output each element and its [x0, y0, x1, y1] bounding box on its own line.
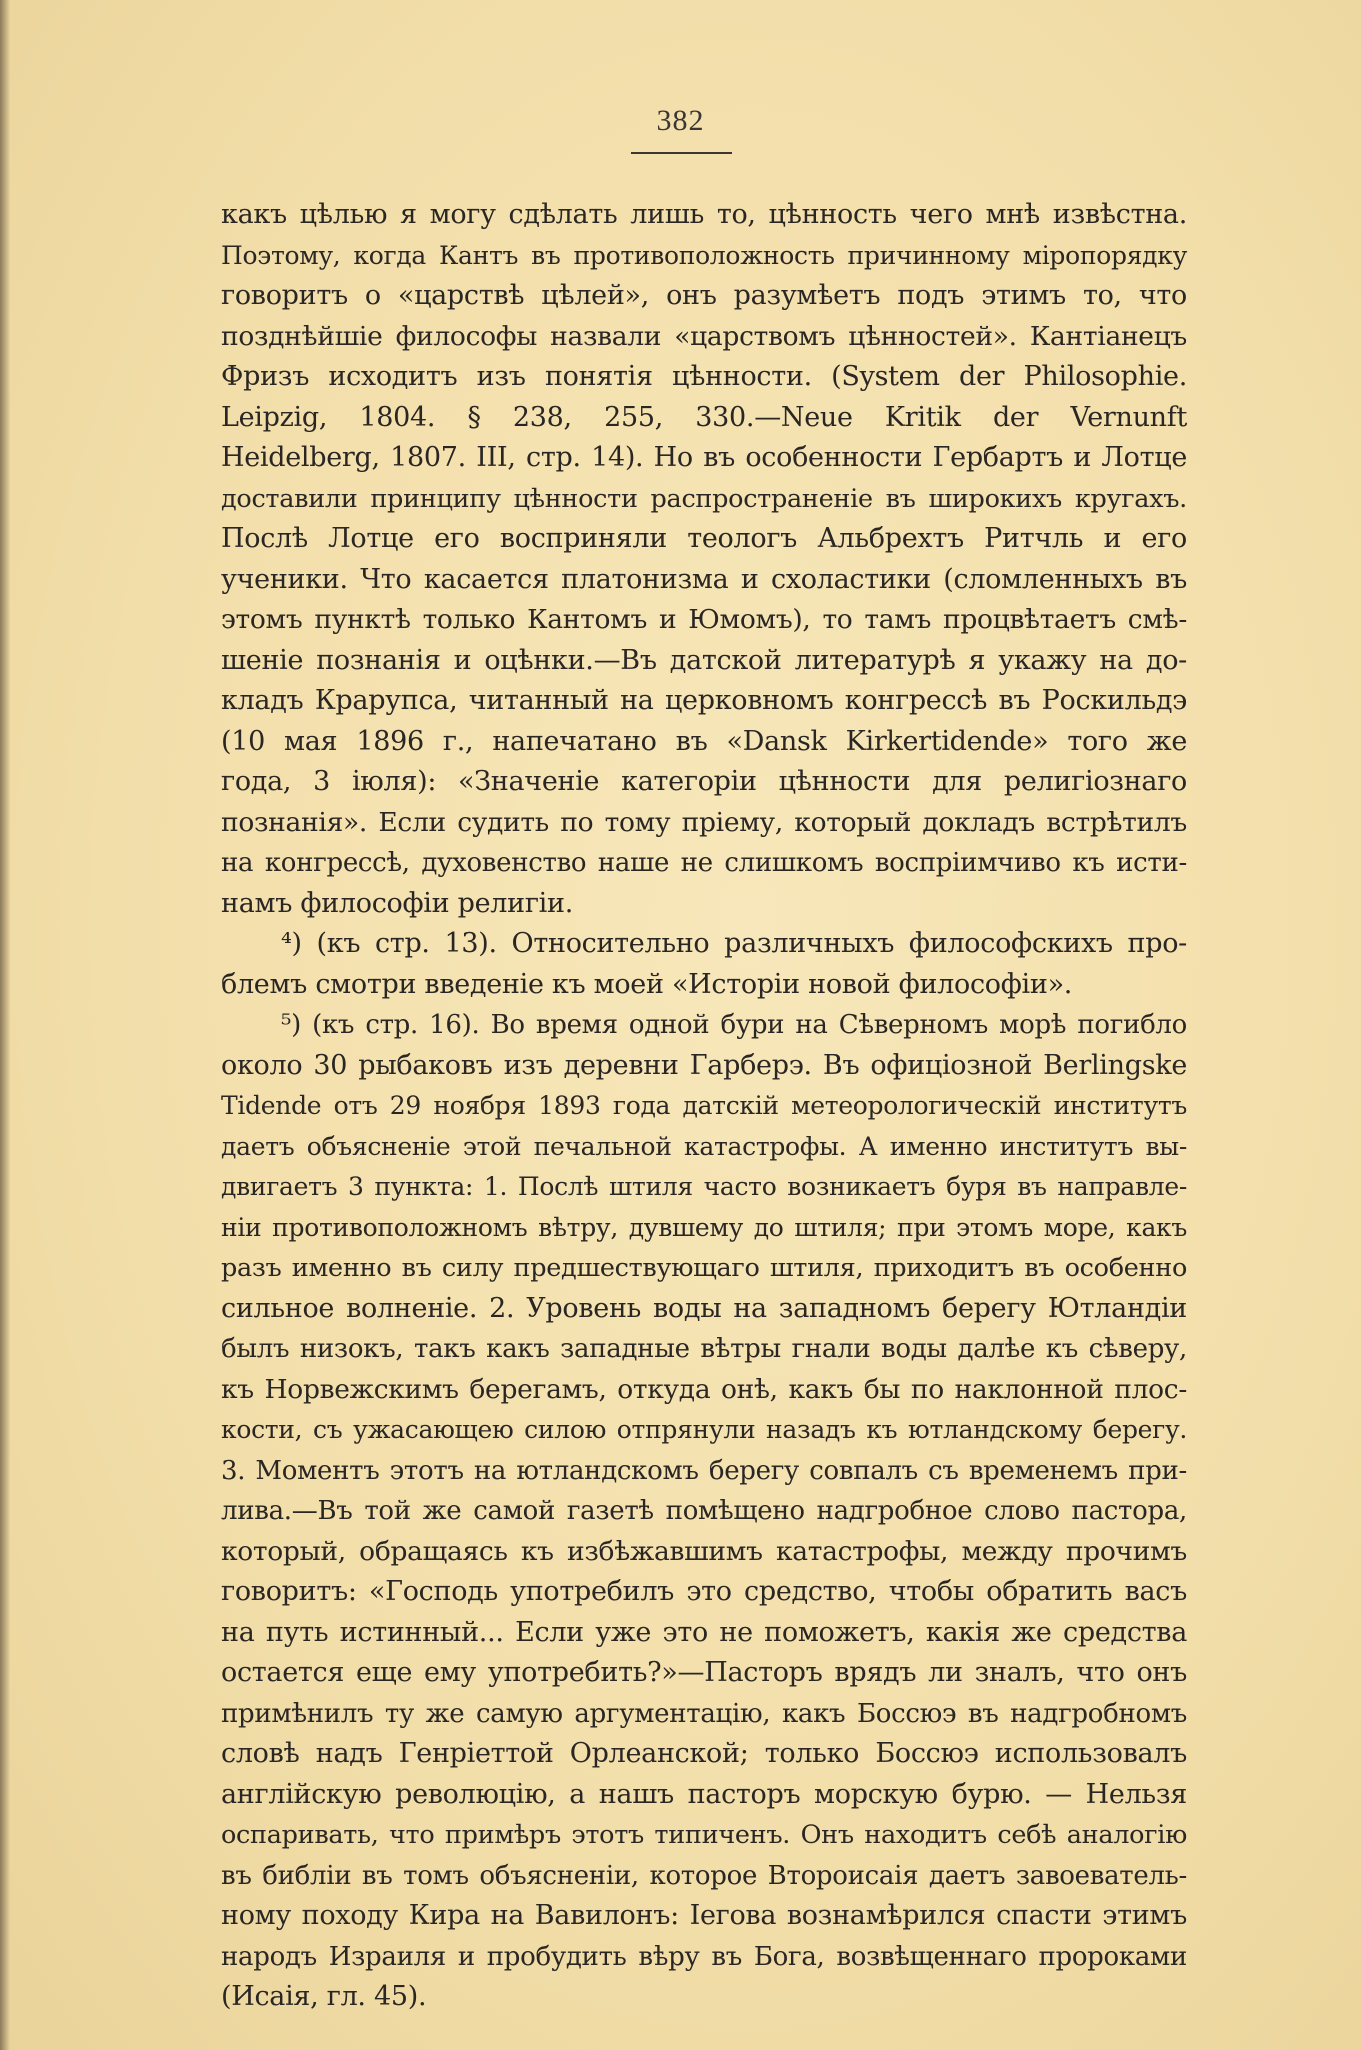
- text-line: примѣнилъ ту же самую аргументацію, какъ Боссюэ въ надгробномъ: [221, 1698, 1187, 1729]
- text-line: остается еще ему употребить?»—Пасторъ врядъ ли зналъ, что онъ: [221, 1657, 1187, 1688]
- text-line: сильное волненіе. 2. Уровень воды на западномъ берегу Ютландіи: [221, 1292, 1187, 1324]
- text-line: Послѣ Лотце его восприняли теологъ Альбрехтъ Ритчль и его: [221, 523, 1187, 554]
- text-line: говоритъ о «царствѣ цѣлей», онъ разумѣетъ подъ этимъ то, что: [221, 280, 1187, 311]
- header-rule: [631, 152, 732, 154]
- text-line: доставили принципу цѣнности распространеніе въ широкихъ кругахъ.: [221, 483, 1187, 514]
- text-line: разъ именно въ силу предшествующаго штиля, приходитъ въ особенно: [221, 1253, 1187, 1283]
- text-line: былъ низокъ, такъ какъ западные вѣтры гнали воды далѣе къ сѣверу,: [221, 1334, 1187, 1364]
- text-line: года, 3 іюля): «Значеніе категоріи цѣнности для религіознаго: [221, 766, 1187, 797]
- text-line: который, обращаясь къ избѣжавшимъ катастрофы, между прочимъ: [221, 1535, 1187, 1567]
- text-line: шеніе познанія и оцѣнки.—Въ датской литературѣ я укажу на до-: [221, 644, 1187, 676]
- text-line: ⁴) (къ стр. 13). Относительно различныхъ философскихъ про-: [281, 928, 1187, 959]
- text-line: (10 мая 1896 г., напечатано въ «Dansk Kirkertidende» того же: [221, 725, 1187, 757]
- text-line: народъ Израиля и пробудить вѣру въ Бога, возвѣщеннаго пророками: [221, 1941, 1187, 1972]
- text-line: двигаетъ 3 пункта: 1. Послѣ штиля часто возникаетъ буря въ направле-: [221, 1172, 1187, 1201]
- page-number: 382: [656, 104, 705, 137]
- text-line: ученики. Что касается платонизма и схоластики (сломленныхъ въ: [221, 563, 1187, 595]
- text-line: ⁵) (къ стр. 16). Во время одной бури на Сѣверномъ морѣ погибло: [281, 1010, 1187, 1040]
- page-edge-shadow: [0, 0, 10, 2050]
- text-line: блемъ смотри введеніе къ моей «Исторіи новой философіи».: [221, 968, 1073, 1000]
- text-line: оспаривать, что примѣръ этотъ типиченъ. Онъ находитъ себѣ аналогію: [221, 1820, 1187, 1850]
- body-text: [221, 195, 1187, 2018]
- text-line: говоритъ: «Господь употребилъ это средство, чтобы обратить васъ: [221, 1576, 1187, 1607]
- text-line: (Исаія, гл. 45).: [221, 1981, 427, 2012]
- text-line: Фризъ исходитъ изъ понятія цѣнности. (System der Philosophie.: [221, 361, 1187, 392]
- text-line: позднѣйшіе философы назвали «царствомъ цѣнностей». Кантіанецъ: [221, 320, 1187, 352]
- text-line: ному походу Кира на Вавилонъ: Іегова вознамѣрился спасти этимъ: [221, 1900, 1187, 1931]
- text-line: Heidelberg, 1807. III, стр. 14). Но въ особенности Гербартъ и Лотце: [221, 442, 1187, 473]
- text-line: 3. Моментъ этотъ на ютландскомъ берегу совпалъ съ временемъ при-: [221, 1455, 1187, 1486]
- text-line: познанія». Если судить по тому пріему, который докладъ встрѣтилъ: [221, 806, 1187, 838]
- page-header: [0, 104, 1361, 138]
- text-line: этомъ пунктѣ только Кантомъ и Юмомъ), то тамъ процвѣтаетъ смѣ-: [221, 604, 1187, 635]
- text-line: намъ философіи религіи.: [221, 887, 573, 919]
- text-line: около 30 рыбаковъ изъ деревни Гарберэ. Въ офиціозной Berlingske: [221, 1049, 1187, 1081]
- text-line: лива.—Въ той же самой газетѣ помѣщено надгробное слово пастора,: [221, 1496, 1187, 1526]
- text-line: кости, съ ужасающею силою отпрянули назадъ къ ютландскому берегу.: [221, 1415, 1187, 1444]
- text-line: на путь истинный... Если уже это не поможетъ, какія же средства: [221, 1616, 1187, 1648]
- text-line: англійскую революцію, а нашъ пасторъ морскую бурю. — Нельзя: [221, 1778, 1187, 1810]
- text-line: словѣ надъ Генріеттой Орлеанской; только Боссюэ использовалъ: [221, 1738, 1187, 1769]
- text-line: Tidende отъ 29 ноября 1893 года датскій метеорологическій институтъ: [221, 1091, 1187, 1120]
- text-line: какъ цѣлью я могу сдѣлать лишь то, цѣнность чего мнѣ извѣстна.: [221, 199, 1187, 230]
- text-line: на конгрессѣ, духовенство наше не слишкомъ воспріимчиво къ исти-: [221, 848, 1187, 878]
- text-line: ніи противоположномъ вѣтру, дувшему до штиля; при этомъ море, какъ: [221, 1212, 1187, 1242]
- text-line: кладъ Крарупса, читанный на церковномъ конгрессѣ въ Роскильдэ: [221, 685, 1187, 716]
- text-line: Leipzig, 1804. § 238, 255, 330.—Neue Kritik der Vernunft: [221, 401, 1187, 433]
- text-line: Поэтому, когда Кантъ въ противоположность причинному міропорядку: [221, 240, 1187, 270]
- text-line: въ библіи въ томъ объясненіи, которое Второисаія даетъ завоеватель-: [221, 1860, 1187, 1891]
- text-line: даетъ объясненіе этой печальной катастрофы. А именно институтъ вы-: [221, 1131, 1187, 1161]
- text-line: къ Норвежскимъ берегамъ, откуда онѣ, какъ бы по наклонной плос-: [221, 1373, 1187, 1405]
